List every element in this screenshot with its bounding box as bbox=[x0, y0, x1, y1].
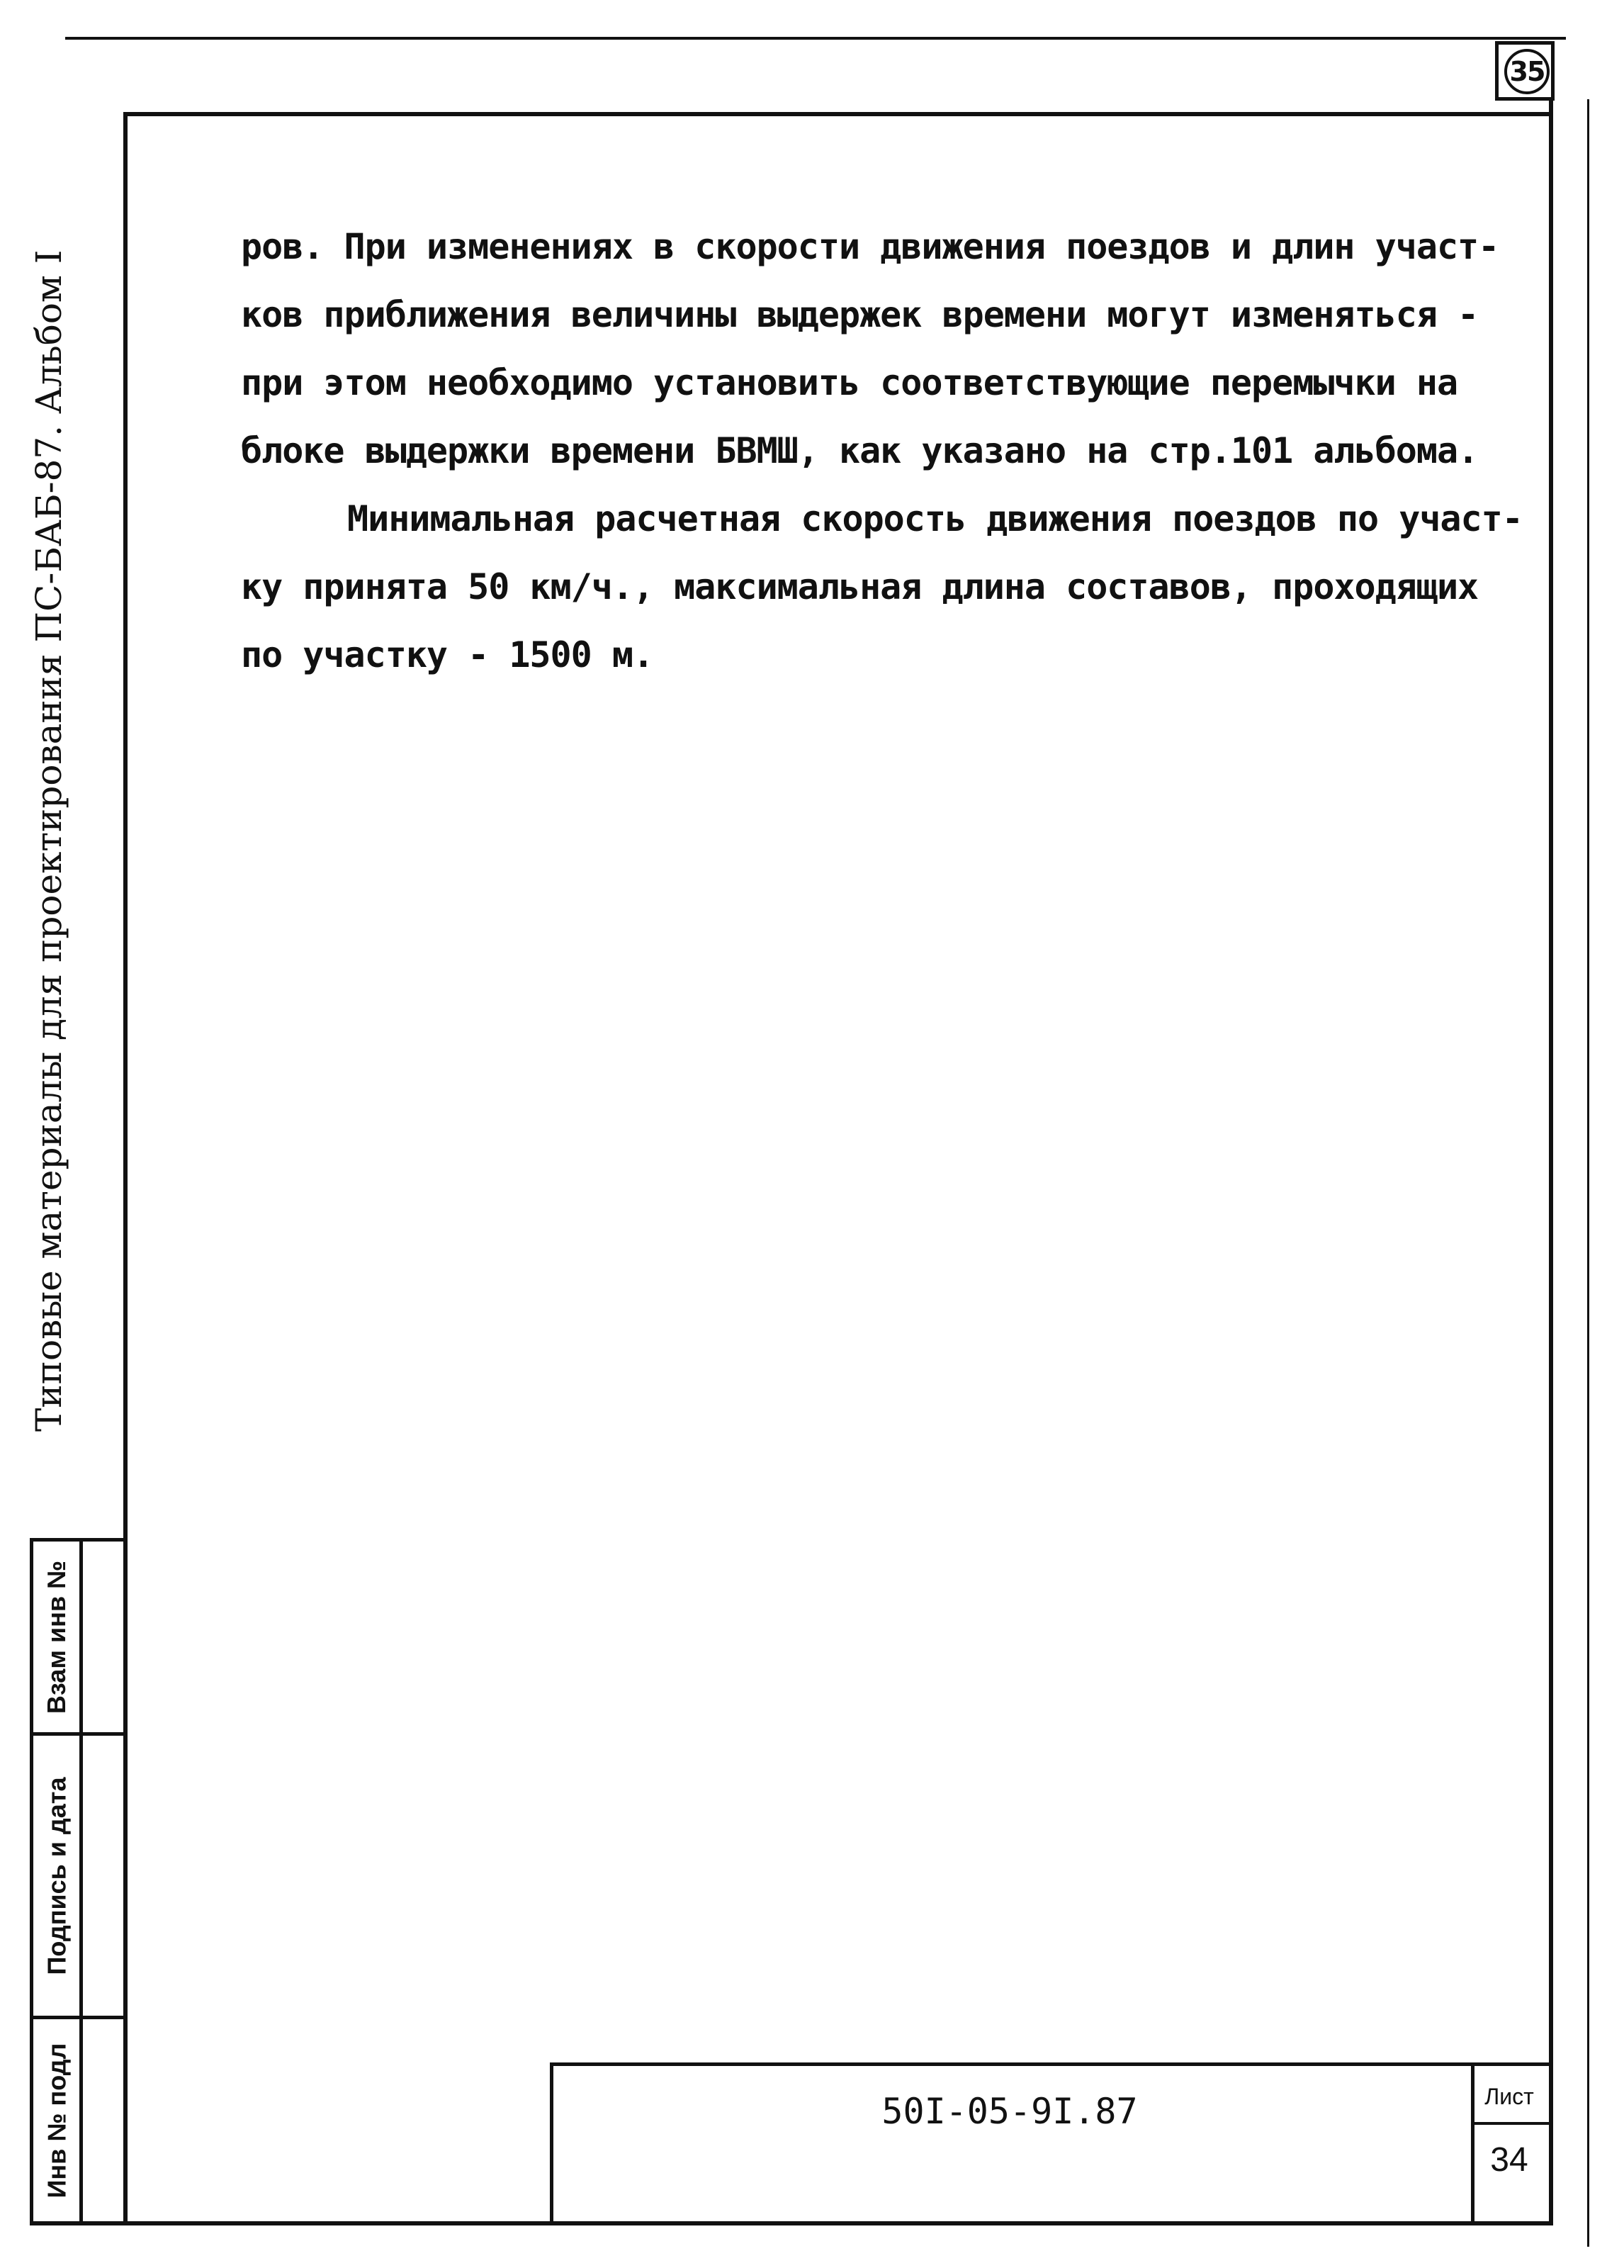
sheet-number: 34 bbox=[1490, 2141, 1528, 2179]
body-line: Минимальная расчетная скорость движения поездов по участ- bbox=[347, 498, 1523, 539]
frame-right bbox=[1549, 99, 1553, 2225]
top-border-line bbox=[65, 37, 1566, 40]
stamp-label: Взам инв № bbox=[42, 1560, 71, 1714]
outer-right-edge bbox=[1587, 99, 1589, 2247]
title-block-top bbox=[553, 2062, 1553, 2066]
page-number-box bbox=[1495, 41, 1555, 101]
body-line: блоке выдержки времени БВМШ, как указано на стр.101 альбома. bbox=[241, 430, 1479, 471]
body-line: ров. При изменениях в скорости движения поездов и длин участ- bbox=[241, 226, 1499, 267]
sheet-cell-divider bbox=[1471, 2122, 1553, 2125]
sheet-label: Лист bbox=[1484, 2084, 1534, 2109]
stamp-vzam-inv bbox=[33, 1542, 81, 1732]
body-line: ку принята 50 км/ч., максимальная длина составов, проходящих bbox=[241, 566, 1479, 607]
body-text bbox=[241, 213, 1523, 689]
body-line: при этом необходимо установить соответствующие перемычки на bbox=[241, 362, 1458, 403]
document-code: 50I-05-9I.87 bbox=[881, 2091, 1138, 2132]
body-line: ков приближения величины выдержек времени могут изменяться - bbox=[241, 294, 1479, 335]
stamp-podpis-data bbox=[33, 1736, 81, 2016]
stamp-label: Инв № подл bbox=[42, 2043, 71, 2198]
spine-title: Типовые материалы для проектирования ПС-БАБ-87. Альбом I bbox=[28, 249, 69, 1432]
title-block-left bbox=[550, 2062, 553, 2224]
stamp-label: Подпись и дата bbox=[42, 1777, 71, 1975]
frame-top bbox=[126, 112, 1553, 116]
frame-left bbox=[123, 112, 128, 2225]
stamp-inv-podl bbox=[33, 2019, 81, 2221]
body-line: по участку - 1500 м. bbox=[241, 634, 654, 675]
page-number: 35 bbox=[1504, 49, 1550, 94]
frame-bottom bbox=[33, 2221, 1553, 2225]
